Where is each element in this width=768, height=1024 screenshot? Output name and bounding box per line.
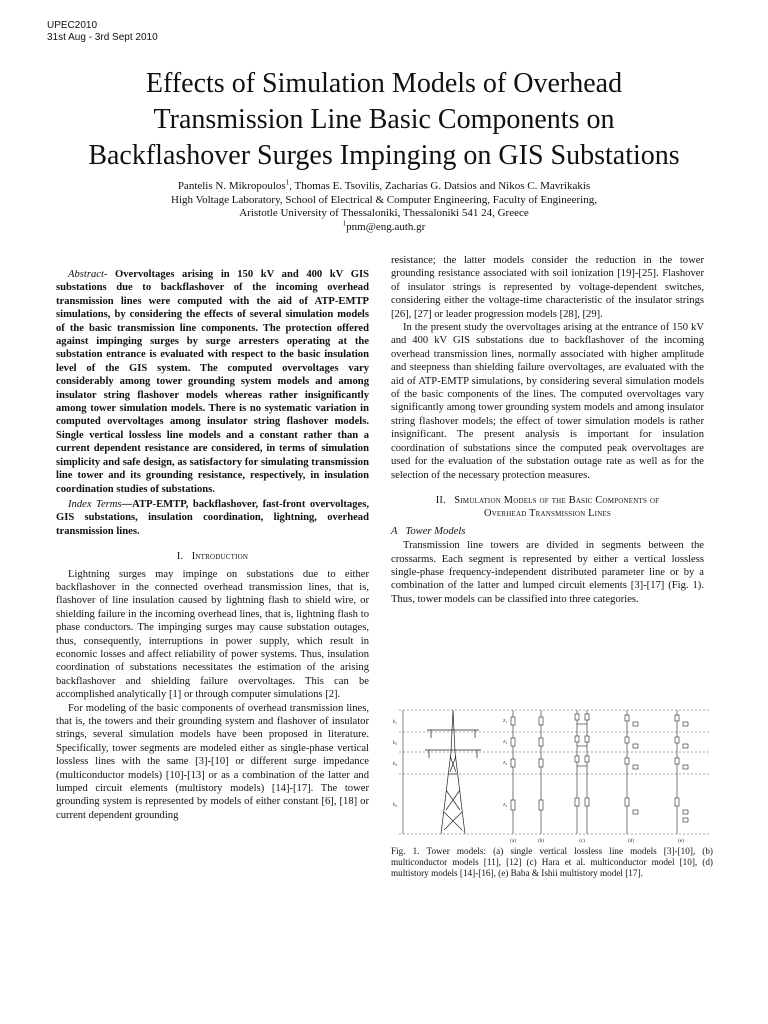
section-number: II. — [435, 494, 446, 506]
index-terms — [56, 498, 369, 538]
panel-label-a: (a) — [510, 839, 516, 844]
panel-a-z2: Z₂ — [503, 739, 508, 744]
panel-b-model — [539, 710, 543, 834]
panel-c-model — [575, 710, 589, 834]
title-line-3: Backflashover Surges Impinging on GIS Substations — [88, 140, 680, 171]
affiliation-line-1: High Voltage Laboratory, School of Electrical & Computer Engineering, Faculty of Engineering, — [171, 193, 597, 206]
panel-a-z4: Z₄ — [503, 802, 508, 807]
tower-models-figure — [391, 700, 713, 844]
level-lines — [399, 710, 709, 834]
index-terms-label: Index Terms — [68, 498, 122, 510]
panel-label-d: (d) — [628, 839, 634, 844]
email-superscript: 1 — [342, 218, 347, 227]
subsection-title: Tower Models — [405, 525, 466, 537]
panel-label-b: (b) — [538, 839, 544, 844]
author-list — [60, 180, 708, 194]
height-label-h1: h₁ — [393, 720, 398, 725]
author-superscript: 1 — [285, 178, 290, 187]
conference-dates: 31st Aug - 3rd Sept 2010 — [47, 32, 158, 43]
height-label-h3: h₃ — [393, 762, 398, 767]
section-number: I. — [176, 551, 184, 563]
panel-a-z1: Z₁ — [503, 718, 508, 723]
tower-drawing — [425, 710, 481, 834]
panel-d-model — [625, 710, 638, 834]
panel-label-c: (c) — [579, 839, 585, 844]
figure-caption: Fig. 1. Tower models: (a) single vertical lossless line models [3]-[10], (b) multiconductor models [11], [12] (c) Hara et al. multiconductor model [10], (d) multistory models [14]-[16], (e) Baba & Ishii multistory model [17]. — [391, 846, 713, 878]
title-line-1: Effects of Simulation Models of Overhead — [145, 68, 623, 99]
panel-e-model — [675, 710, 688, 834]
intro-paragraph-2: For modeling of the basic components of overhead transmission lines, that is, the towers and their grounding system and flashover of insulator strings, several simulation models have been proposed in literature. Specifically, tower segments are modeled either as single-phase vertical lossless lines with the same [3]-[10] or different surge impedance (multiconductor models) [10]-[13] or as a combination of the latter and lumped circuit elements (multistory models) [14]-[17]. The tower grounding system is represented by models of either constant [6], [18] or current dependent grounding — [56, 702, 369, 821]
affiliation-line-2: Aristotle University of Thessaloniki, Thessaloniki 541 24, Greece — [239, 207, 529, 219]
panel-a-z3: Z₃ — [503, 760, 508, 765]
abstract — [56, 268, 369, 496]
conference-header — [47, 20, 158, 44]
first-author: Pantelis N. Mikropoulos — [177, 180, 286, 192]
left-column — [56, 268, 369, 822]
subsection-label: A — [391, 525, 398, 537]
paper-title — [40, 66, 728, 174]
index-terms-body: —ATP-EMTP, backflashover, fast-front overvoltages, GIS substations, insulation coordination, lightning, overhead transmission lines. — [56, 498, 369, 537]
right-column — [391, 254, 704, 606]
intro-paragraph-1: Lightning surges may impinge on substations due to either backflashover in the connected overhead transmission lines, that is, flashover of line insulation caused by lightning flash to shield wire, or shielding failure in the incoming overhead lines, that is, lightning flash to phase conductors. The impinging surges may cause substation outages, thus, consequently, interruptions in power supply, which result in economic losses and affect reliability of power systems. Thus, insulation coordination of substations necessitates the estimation of the arising backflashover and shielding failure overvoltages. This can be accomplished analytically [1] or through computer simulations [2]. — [56, 568, 369, 701]
right-paragraph-1: resistance; the latter models consider the reduction in the tower grounding resistance associated with soil ionization [19]-[25]. Flashover of insulator strings is represented by voltage-dependent switches, considering either the voltage-time characteristic of the insulator strings [26], [27] or leader progression models [28], [29]. — [391, 255, 704, 320]
email-address: pnm@eng.auth.gr — [346, 220, 426, 233]
section-heading-introduction — [56, 550, 369, 563]
section-title-line-2: Overhead Transmission Lines — [483, 508, 612, 520]
height-label-h4: h₄ — [393, 803, 398, 808]
conference-name: UPEC2010 — [47, 20, 98, 31]
other-authors: , Thomas E. Tsovilis, Zacharias G. Datsios and Nikos C. Mavrikakis — [289, 180, 591, 192]
subsection-heading-tower-models — [391, 525, 704, 538]
tower-models-paragraph: Transmission line towers are divided in segments between the crossarms. Each segment is represented by either a vertical lossless single-phase frequency-independent distributed parameter line or by a combination of the latter and lumped circuit elements [3]-[17] (Fig. 1). Thus, tower models can be classified into three categories. — [391, 540, 704, 605]
author-email — [60, 218, 708, 235]
abstract-label: Abstract- — [68, 269, 108, 280]
title-line-2: Transmission Line Basic Components on — [153, 104, 615, 135]
panel-a-model — [511, 710, 515, 834]
panel-label-e: (e) — [678, 839, 684, 844]
section-heading-simulation-models — [391, 494, 704, 521]
right-paragraph-2: In the present study the overvoltages arising at the entrance of 150 kV and 400 kV GIS substations due to backflashover of the incoming overhead transmission lines, normally associated with higher amplitude and steepness than shielding failure overvoltages, are evaluated with the aid of ATP-EMTP simulations, by considering several simulation models of the basic components of the lines. The computed overvoltages vary significantly among tower grounding system models and among insulator string flashover models; the effect of tower simulation models is rather insignificant. The present analysis is important for insulation coordination of substations since the computed peak overvoltages are used for the evaluation of the substation outage rate as well as for the selection of the necessary protection measures. — [391, 322, 704, 481]
height-label-h2: h₂ — [393, 741, 398, 746]
abstract-body: Overvoltages arising in 150 kV and 400 kV GIS substations due to backflashover of the incoming overhead transmission lines were computed with the aid of ATP-EMTP simulations, by considering the effects of several simulation models of the basic transmission line components. The protection offered against impinging surges by surge arresters operating at the substation entrance is evaluated with respect to the basic insulation level of the GIS system. The computed overvoltages vary considerably among tower grounding system models and among insulator string flashover models whereas rather insignificantly among tower simulation models. There is no systematic variation in computed overvoltages among insulator string flashover models. Single vertical lossless line models and a constant rather than a current dependent resistance are considered, in terms of simulation simplicity and safe design, as satisfactory for simulating transmission line tower and its grounding resistance, respectively, in insulation coordination studies of substations. — [56, 269, 369, 495]
author-block — [60, 180, 708, 234]
section-title: Introduction — [191, 551, 249, 563]
section-title-line-1: Simulation Models of the Basic Components of — [454, 494, 660, 506]
